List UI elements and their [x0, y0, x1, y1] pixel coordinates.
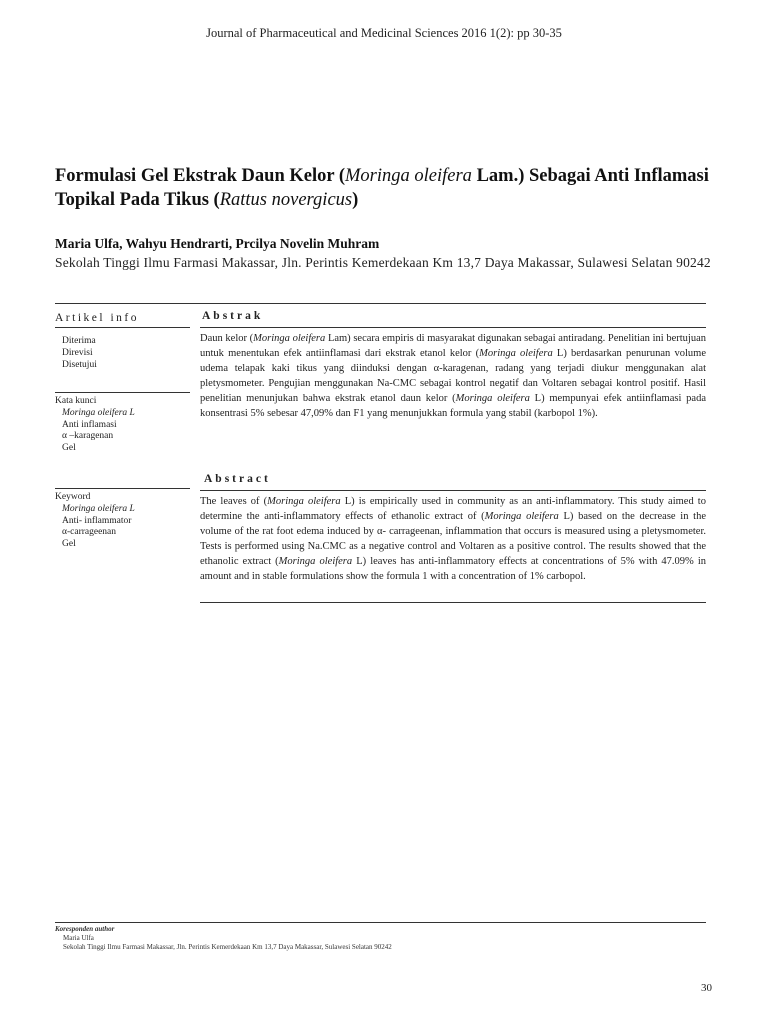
kata-kunci-block	[55, 396, 135, 455]
abstract-divider	[200, 490, 706, 491]
history-accepted: Disetujui	[62, 359, 97, 370]
kata-kunci-item: Moringa oleifera L	[62, 407, 135, 418]
author-list: Maria Ulfa, Wahyu Hendrarti, Prcilya Novelin Muhram	[55, 236, 380, 251]
title-species-2: Rattus novergicus	[219, 190, 353, 210]
keyword-label: Keyword	[55, 492, 91, 502]
title-part-1: Formulasi Gel Ekstrak Daun Kelor (	[55, 166, 346, 186]
kata-kunci-item: Gel	[62, 443, 76, 454]
article-title	[55, 164, 715, 212]
journal-header: Journal of Pharmaceutical and Medicinal Sciences 2016 1(2): pp 30-35	[206, 26, 562, 40]
article-history	[62, 336, 97, 371]
keyword-divider	[55, 488, 190, 489]
article-info-heading: Artikel info	[55, 312, 139, 324]
correspondence-address: Sekolah Tinggi Ilmu Farmasi Makassar, Jln. Perintis Kemerdekaan Km 13,7 Daya Makassar, Sulawesi Selatan 90242	[63, 943, 392, 951]
history-received: Diterima	[62, 336, 96, 346]
affiliation: Sekolah Tinggi Ilmu Farmasi Makassar, Jln. Perintis Kemerdekaan Km 13,7 Daya Makassar, Sulawesi Selatan 90242	[55, 255, 711, 270]
abstrak-heading: Abstrak	[202, 310, 264, 322]
keyword-item: α-carrageenan	[62, 527, 117, 538]
keyword-item: Moringa oleifera L	[62, 503, 135, 514]
kata-kunci-divider	[55, 392, 190, 393]
abstract-bottom-divider	[200, 602, 706, 603]
correspondence-name: Maria Ulfa	[63, 934, 94, 942]
kata-kunci-item: α –karagenan	[62, 431, 114, 442]
keyword-item: Anti- inflammator	[62, 515, 132, 526]
abstract-heading: Abstract	[204, 473, 271, 485]
article-info-divider	[55, 327, 190, 328]
keyword-block	[55, 492, 135, 551]
abstrak-text: Daun kelor (Moringa oleifera Lam) secara empiris di masyarakat digunakan sebagai antiradang. Penelitian ini bertujuan untuk menentukan efek antiinflamasi dari ekstrak etanol kelor (Moringa oleifera L) berdasarkan penurunan volume udema telapak kaki tikus yang diinduksi dengan α-karagenan, radang yang terjadi diukur menggunakan alat pletysmometer. Pengujian menggunakan Na-CMC sebagai kontrol negatif dan Voltaren sebagai kontrol positif. Hasil penelitian menunjukan bahwa ekstrak etanol daun kelor (Moringa oleifera L) mempunyai efek antiinflamasi pada konsentrasi 5% sebesar 47,09% dan F1 yang menunjukkan formula yang stabil (karbopol 1%).	[200, 333, 706, 419]
footer-divider	[55, 922, 706, 923]
abstract-text: The leaves of (Moringa oleifera L) is empirically used in community as an anti-inflammatory. This study aimed to determine the anti-inflammatory effects of ethanolic extract of (Moringa oleifera L) based on the decrease in the volume of the rat foot edema induced by α- carrageenan, inflammation that occurs is measured using a pletysmometer. Tests is performed using Na.CMC as a negative control and Voltaren as a positive control. The results showed that the ethanolic extract (Moringa oleifera L) leaves has anti-inflammatory effects at concentrations of 5% with 47.09% in amount and in stable formulations show the formula 1 with a concentration of 1% carbopol.	[200, 496, 706, 582]
correspondence-label: Koresponden author	[55, 925, 115, 933]
kata-kunci-label: Kata kunci	[55, 396, 97, 406]
title-species-1: Moringa oleifera	[345, 166, 472, 186]
top-divider	[55, 303, 706, 304]
title-part-3: )	[352, 190, 359, 210]
history-revised: Direvisi	[62, 347, 93, 358]
title-part-2: Lam.) Sebagai Anti Inflamasi Topikal Pada Tikus (	[55, 166, 709, 210]
abstrak-divider	[200, 327, 706, 328]
correspondence-block	[55, 925, 705, 952]
page-number: 30	[701, 982, 712, 994]
kata-kunci-item: Anti inflamasi	[62, 419, 117, 430]
keyword-item: Gel	[62, 539, 76, 550]
